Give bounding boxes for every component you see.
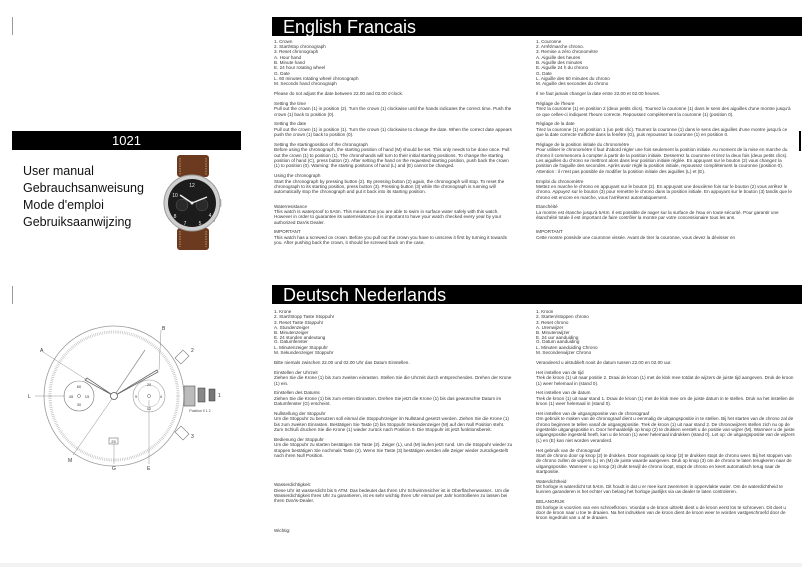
part-item: E. 24 stunden andeutung [274, 334, 326, 340]
block-text: Trek de kroon (1) uit naar positie 2. Draai de kroon (1) met de klok mee totdat de wijzers de juiste tijd aangeven. Druk de kroon (1) weer helemaal in (stand 0). [536, 375, 794, 386]
part-item: G. Date [536, 70, 552, 76]
parts-list [536, 40, 796, 87]
block-text: Mettez en marche le chrono en appuyant sur le bouton (2). En appuyant une deuxième fois sur le bouton (2) vous arrêtez le chrono. Appuyez sur le bouton (3) pour remettre le chrono dans la position initiale. En appuyant sur le bouton (3) tandis que le chrono est encore en marche, vous l'arrêterez automatiquement. [536, 183, 792, 200]
svg-text:E: E [147, 466, 151, 472]
block-text: Pour utiliser le chronomètre il faut d'abord régler une fois seulement la position initiale. Au moment de la mise en marche du chrono il commencera à compter à partir de la position initiale. Desserrez la couronne et tirez la deux fois (deux petits clics). Les aiguilles du chrono se mettront alors dans leur position initiale réglée. En appuyant sur le bouton (2) vous changez la position de l'aiguille des secondes. Après avoir réglé la position initiale, repoussez complètement la couronne (position 0). Attention : il n'est pas possible de modifier la position initiale des aiguilles (L) et (E). [536, 147, 788, 174]
instruction-block [536, 448, 796, 475]
part-item: B. Aiguille des minutes [536, 59, 583, 65]
part-item: A. Aiguille des heures [536, 54, 581, 60]
instruction-block [274, 121, 514, 137]
block-text: Ziehen Sie die Krone (1) bis zum zweiten einrasten. Stellen Sie die Uhrzeit durch entsprechendes. Drehen der Krone (1) ein. [274, 375, 512, 386]
svg-text:4: 4 [159, 394, 163, 399]
part-item: G. Datum aanduiding [536, 339, 580, 345]
section-header-de-nl: Deutsch Nederlands [272, 285, 802, 304]
part-item: G. Datumfenster [274, 339, 308, 345]
block-text: Start the chronograph by pressing button (2). By pressing button (2) again, the chronograph will stop. To reset the chronograph to its starting position, press button (3). Pressing button (3) while the chronograph is running will automatically stop the chronograph and put it back into its starting position. [274, 178, 505, 195]
block-heading: Setting the startingposition of the chronograph [274, 142, 368, 147]
block-text: Before using the chronograph, the starting position of hand (M) should be set. This only needs to be done once. Pull out the crown (1) to position (1). The chronohands will turn to their initial starting positions. To change the starting position of hand (C), press button (2). After setting the hand on the requested starting position, push back the crown (1) to position (0). Warning: the starting positions of hand (L) and (E) cannot be changed. [274, 147, 510, 169]
svg-text:45: 45 [68, 394, 74, 399]
parts-list [274, 40, 514, 87]
svg-text:10: 10 [172, 193, 178, 199]
block-heading: Einstellen des Datums [274, 390, 320, 396]
instruction-block [536, 390, 796, 406]
page-edge [0, 563, 802, 567]
part-item: L. Minuten aanduiding Chrono [536, 344, 598, 350]
svg-text:12: 12 [146, 406, 152, 411]
model-number-bar: 1021 [12, 131, 241, 150]
part-item: E. 24 hour rotating wheel [274, 65, 326, 71]
svg-text:30: 30 [76, 402, 82, 407]
block-text: Um die Stoppuhr zu benutzen soll einmal die Stoppuhrzeiger im Nullstand gesetzt werden. Ziehen Sie die Krone (1) bis zum zweiten Einrasten. Bestätigen Sie Taste (2) bis Stoppuhr Sekundenzeiger (M) auf den Null Position steht. Zum Schluß drucken Sie die Krone (1) wieder zurück nach Position 0. Die Stoppuhr ist jetzt funktionsbereit. [274, 416, 509, 433]
instruction-block [274, 370, 514, 386]
part-item: B. Minutenzeiger [274, 330, 309, 336]
svg-text:G: G [112, 466, 116, 472]
block-text: Pull out the crown (1) in position (2). Turn the crown (1) clockwise until the hands indicates the correct time. Push the crown (1) back to position (0). [274, 106, 512, 117]
title-de: Gebrauchsanweisung [23, 181, 144, 195]
part-item: 3. Reset chronograph [274, 49, 319, 55]
block-heading: IMPORTANT [274, 229, 301, 235]
part-item: A. Urenwijzer [536, 325, 564, 331]
instruction-block [274, 142, 514, 169]
svg-text:A: A [40, 348, 44, 354]
parts-list [536, 309, 796, 356]
instruction-block [274, 204, 514, 225]
block-text: Um die Stoppuhr zu starten bestätigen Sie Taste (2). Zeiger (L), und (M) laufen jetzt rund. Um die Stoppuhr wieder zu stoppen bestätigen Sie nochmals Taste (2). Wenn Sie Taste (3) bestätigen werden alle Zeiger wieder zurückgestellt nach ihren Null Position. [274, 442, 513, 458]
instruction-block [274, 229, 514, 245]
instruction-block [274, 390, 514, 406]
part-item: G. Date [274, 70, 290, 76]
block-heading: Wasserdichtigkeit: [274, 482, 312, 488]
part-item: 2. Arrêt/marche chrono. [536, 43, 585, 49]
block-heading: Het instellen van de uitgangspositie van de chronograaf [536, 411, 650, 416]
part-item: M. Seconds hand chronograph [274, 81, 337, 87]
block-heading: Using the chronograph [274, 173, 321, 179]
parts-list [274, 309, 514, 356]
svg-text:60: 60 [76, 384, 82, 389]
svg-text:M: M [68, 458, 73, 464]
part-item: 1. Kroon [536, 309, 554, 314]
svg-text:25: 25 [111, 439, 116, 444]
margin-mark [12, 286, 13, 304]
instruction-block [536, 101, 796, 117]
block-heading: Réglage de l'heure [536, 100, 575, 106]
part-item: B. Minutenwijzer [536, 330, 570, 336]
date-warning: Il ne faut jamais changer la date entre 22.00 et 02.00 heures. [536, 91, 661, 97]
svg-text:1: 1 [218, 393, 221, 399]
block-heading: Het instellen van de datum [536, 390, 591, 396]
block-text: Tirez la couronne (1) en position 2 (deux petits clics). Tournez la couronne (1) dans le sens des aiguilles d'une montre jusqu'à ce que celles-ci indiquent l'heure correcte. Repoussez complètement la couronne (1) (position 0). [536, 106, 791, 117]
svg-text:7: 7 [183, 221, 187, 227]
block-text: Diese Uhr ist wasserdicht bis 5 ATM. Das bedeutet das Ihren Uhr Schwimmsicher ist in Oberflächenwasser.. Um die Wasserdichtigkeit Ihres Uhr zu garantieren, ist es sehr wichtig Ihren Uhr einmal per Jahr kontrollieren zu lassen bei Ihren DaVis-Dealer. [274, 487, 510, 504]
instruction-block [536, 121, 796, 137]
block-heading: BELANGRIJK [536, 499, 565, 505]
block-text: Dit horloge is voorzien van een schroefkroon. Voordat u de kroon uittrekt dient u de kroon eerst los te schroeven. Dit doet u door de kroon naar u toe te draaien. Na het indrukken van de kroon dient de kroon weer te worden vastgeschroefd door de kroon ingedrukt van u af te draaien. [536, 504, 786, 521]
instruction-block [274, 173, 514, 194]
english-column [274, 40, 514, 250]
watch-diagram [28, 300, 235, 480]
block-text: Start de chrono door op knop (2) te drukken. Door nogmaals op knop (2) te drukken stopt de chrono weer. Bij het stoppen van de chrono zullen de wijzers (L) en (M) de juiste waarde aangeven. Druk op knop (3) om de chrono te laten terugkeren naar de uitgangspositie. Wanneer u op knop (3) drukt terwijl de chrono loopt, stopt de chrono en keert automatisch terug naar de startpositie. [536, 452, 792, 474]
part-item: 2. Start/Stopp Taste Stoppuhr [274, 314, 335, 320]
instruction-block [536, 204, 796, 220]
part-item: 2. Starten/stoppen chrono [536, 314, 589, 320]
part-item: L. Minutenzeiger Stoppuhr [274, 344, 328, 350]
block-heading: Réglage de la position initiale du chronomètre [536, 142, 630, 147]
title-fr: Mode d'emploi [23, 198, 104, 212]
part-item: B. Minute hand [274, 59, 305, 65]
instruction-block [536, 479, 796, 495]
block-heading: Einstellen der Uhrzeit [274, 369, 318, 375]
instruction-block [274, 482, 514, 503]
block-heading: Réglage de la date [536, 121, 575, 127]
block-heading: Het gebruik van de chronograaf [536, 447, 601, 453]
block-heading: Bedienung der Stoppuhr [274, 436, 324, 442]
svg-text:Position 0 1 2: Position 0 1 2 [189, 409, 211, 413]
part-item: L. Aiguille des 60 minutes du chrono [536, 75, 610, 81]
svg-text:4: 4 [208, 213, 212, 219]
instruction-block [536, 411, 796, 443]
instruction-block [274, 528, 514, 533]
block-text: Pull out the crown (1) in position (1). Turn the crown (1) clockwise to change the date. When the correct date appears push the crown (1) back to position (0). [274, 126, 512, 138]
dutch-column [536, 309, 796, 525]
svg-text:15: 15 [84, 394, 90, 399]
svg-text:B: B [162, 326, 166, 332]
date-warning: Please do not adjust the date between 22.00 and 02.00 o'clock. [274, 91, 404, 97]
title-nl: Gebruiksaanwijzing [23, 215, 132, 229]
margin-rule [799, 131, 801, 151]
part-item: 1. Couronne [536, 39, 562, 44]
part-item: 3. Reset chrono [536, 319, 569, 325]
block-heading: Het instellen van de tijd [536, 369, 584, 375]
block-text: Ziehen Sie die Krone (1) bis zum ersten Einrasten. Drehen Sie jetzt die Krone (1) bis das gewünschte Datum im Datumfenster (G) erscheint. [274, 395, 502, 407]
instruction-block [274, 437, 514, 458]
block-text: Cette montre possède une couronne vissée. Avant de tirer la couronne, vous devez la dévisser en [536, 234, 736, 240]
block-text: Tirez la couronne (1) en position 1 (un petit clic). Tournez la couronne (1) dans le sens des aiguilles d'une montre jusqu'à ce que la date correcte s'affiche dans la fenêtre (G), puis repoussez la couronne (1) en position 0. [536, 126, 788, 138]
part-item: A. Hour hand [274, 54, 302, 60]
watch-photo [155, 155, 233, 250]
block-text: Dit horloge is waterdicht tot 5Atm. Dit houdt in dat u er mee kunt zwemmen in oppervlakte water. Om de waterdichtheid te kunnen garanderen is het echter van belang het horloge jaarlijks via uw dealer te laten controleren. [536, 484, 783, 495]
block-heading: Wichtig: [274, 527, 291, 533]
part-item: 3. Reset Taste Stoppuhr [274, 319, 324, 325]
instruction-block [536, 229, 796, 240]
block-heading: IMPORTANT [536, 229, 563, 235]
date-warning: Verandeerd u alstublieft nooit de datum tussen 22.00 en 02.00 uur. [536, 360, 672, 366]
instruction-block [536, 179, 796, 200]
svg-text:3: 3 [191, 434, 194, 440]
part-item: E. 24 uur aanduiding [536, 334, 579, 340]
part-item: M. Secondenwijzer Chrono [536, 350, 592, 356]
french-column [536, 40, 796, 245]
manual-title-list [23, 163, 144, 231]
svg-text:5: 5 [198, 221, 202, 227]
block-text: Om gebruik te maken van de chronograaf dient u eenmalig de uitgangspositie in te stellen. Bij het starten van de chrono zal de chrono beginnen te tellen vanaf de uitgangspositie. Trek de kroon (1) uit naar stand 2. De chronowijzers stellen zich nu op de ingestelde uitgangspositie in. Door herhaaldelijk op knop (2) te drukken verstelt u de positie van wijzer (M). Wanneer u de juiste uitgangspositie ingesteld heeft, kan u de kroon (1) weer helemaal indrukken (stand 0). Let op: de uitgangspositie van de wijzers (L) en (E) kan niet worden veranderd. [536, 416, 795, 443]
instruction-block [274, 101, 514, 117]
block-heading: Emploi du chronomètre [536, 178, 584, 184]
block-text: La montre est étanche jusqu'à 5Atm. Il est possible de nager sur la surface de l'eau en toute sécurité. Pour garantir une étanchéité totale il est important de faire contrôler la montre par votre concessionaire tous les ans. [536, 209, 779, 221]
svg-text:12: 12 [189, 183, 195, 189]
svg-text:L: L [28, 394, 31, 400]
part-item: 1. Krone [274, 309, 292, 314]
part-item: 1. Crown [274, 39, 293, 44]
section-header-en-fr: English Francais [272, 17, 802, 36]
part-item: M. Aiguille des secondes du chrono [536, 81, 609, 87]
date-warning: Bitte niemals zwischen 22.00 und 02.00 Uhr das Datum Einstellen. [274, 360, 410, 366]
svg-text:20: 20 [146, 382, 152, 387]
block-heading: Setting the date [274, 121, 307, 127]
svg-text:2: 2 [191, 348, 194, 354]
part-item: 2. Start/stop chronograph [274, 43, 326, 49]
instruction-block [536, 499, 796, 520]
part-item: M. Sekundenzeiger Stoppuhr [274, 350, 334, 356]
block-heading: Nullstellung der Stoppuhr [274, 411, 326, 416]
block-text: This watch is waterproof to 5Atm. This means that you are able to swim in surface water safely with this watch. However in order to guarantee its waterresistance it is important to have your watch checked every year by your authorized DaVis Dealer. [274, 208, 502, 225]
instruction-block [536, 142, 796, 174]
svg-text:9: 9 [134, 394, 138, 399]
block-text: Trek de kroon (1) uit naar stand 1. Draai de kroon (1) met de klok mee om de juiste datum in te stellen. Druk na het instellen de kroon (1) weer helemaal in (stand 0). [536, 395, 794, 407]
part-item: L. 60 minutes rotating wheel chronograph [274, 75, 359, 81]
block-text: This watch has a screwed on crown. Before you pull out the crown you have to unscrew it first by turning it towards you. After pushing back the crown, it should be screwed back on the case. [274, 234, 507, 246]
title-en: User manual [23, 164, 94, 178]
block-heading: Waterdichtheid [536, 478, 567, 484]
margin-mark [12, 17, 13, 35]
part-item: A. Stundenzeiger [274, 325, 310, 331]
german-column [274, 309, 514, 537]
svg-text:8: 8 [173, 214, 177, 220]
block-heading: Etanchéité [536, 204, 558, 210]
part-item: 3. Remise a zéro chronomètre [536, 49, 598, 55]
block-heading: Setting the time [274, 100, 306, 106]
instruction-block [536, 370, 796, 386]
block-heading: Waterresistance [274, 203, 308, 209]
instruction-block [274, 411, 514, 432]
part-item: E. Aiguille 24 h du chrono [536, 65, 589, 71]
